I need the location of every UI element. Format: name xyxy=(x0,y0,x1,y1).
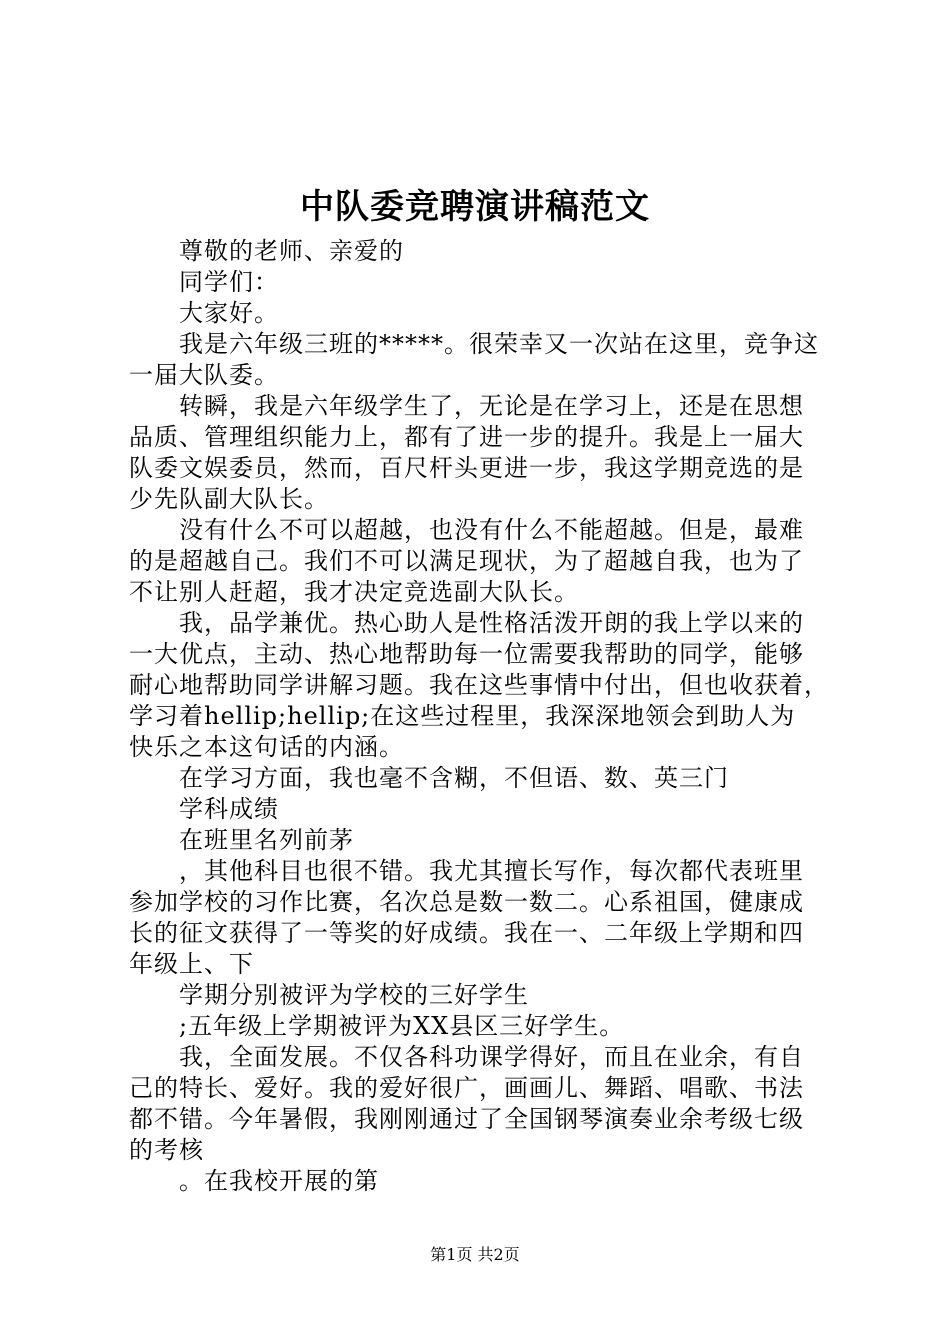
text-line: 没有什么不可以超越，也没有什么不能超越。但是，最难 xyxy=(179,516,804,544)
text-line: 学科成绩 xyxy=(179,795,279,823)
text-line: 学习着hellip;hellip;在这些过程里，我深深地领会到助人为 xyxy=(129,702,796,730)
text-line: ;五年级上学期被评为XX县区三好学生。 xyxy=(179,1012,625,1040)
text-line: 一届大队委。 xyxy=(129,361,279,389)
text-line: 在班里名列前茅 xyxy=(179,826,354,854)
text-line: 我，品学兼优。热心助人是性格活泼开朗的我上学以来的 xyxy=(179,609,804,637)
text-line: 的考核 xyxy=(129,1136,204,1164)
text-line: 一大优点，主动、热心地帮助每一位需要我帮助的同学，能够 xyxy=(129,640,804,668)
text-line: 我，全面发展。不仅各科功课学得好，而且在业余，有自 xyxy=(179,1043,804,1071)
document-title: 中队委竞聘演讲稿范文 xyxy=(300,187,650,227)
text-line: 大家好。 xyxy=(179,299,279,327)
text-line: 不让别人赶超，我才决定竞选副大队长。 xyxy=(129,578,579,606)
text-line: 少先队副大队长。 xyxy=(129,485,329,513)
text-line: 在学习方面，我也毫不含糊，不但语、数、英三门 xyxy=(179,764,729,792)
text-line: 的是超越自己。我们不可以满足现状，为了超越自我，也为了 xyxy=(129,547,804,575)
page-footer: 第1页 共2页 xyxy=(430,1245,520,1264)
text-line: ，其他科目也很不错。我尤其擅长写作，每次都代表班里 xyxy=(179,857,804,885)
text-line: 。在我校开展的第 xyxy=(179,1167,379,1195)
text-line: 都不错。今年暑假，我刚刚通过了全国钢琴演奏业余考级七级 xyxy=(129,1105,804,1133)
document-body xyxy=(129,236,841,1197)
text-line: 参加学校的习作比赛，名次总是数一数二。心系祖国，健康成 xyxy=(129,888,804,916)
text-line: 长的征文获得了一等奖的好成绩。我在一、二年级上学期和四 xyxy=(129,919,804,947)
text-line: 己的特长、爱好。我的爱好很广，画画儿、舞蹈、唱歌、书法 xyxy=(129,1074,804,1102)
text-line: 我是六年级三班的*****。很荣幸又一次站在这里，竞争这 xyxy=(179,330,819,358)
text-line: 品质、管理组织能力上，都有了进一步的提升。我是上一届大 xyxy=(129,423,804,451)
text-line: 学期分别被评为学校的三好学生 xyxy=(179,981,529,1009)
text-line: 快乐之本这句话的内涵。 xyxy=(129,733,404,761)
text-line: 队委文娱委员，然而，百尺杆头更进一步，我这学期竞选的是 xyxy=(129,454,804,482)
text-line: 耐心地帮助同学讲解习题。我在这些事情中付出，但也收获着， xyxy=(129,671,829,699)
text-line: 尊敬的老师、亲爱的 xyxy=(179,237,404,265)
text-line: 同学们： xyxy=(179,268,279,296)
text-line: 转瞬，我是六年级学生了，无论是在学习上，还是在思想 xyxy=(179,392,804,420)
text-line: 年级上、下 xyxy=(129,950,254,978)
